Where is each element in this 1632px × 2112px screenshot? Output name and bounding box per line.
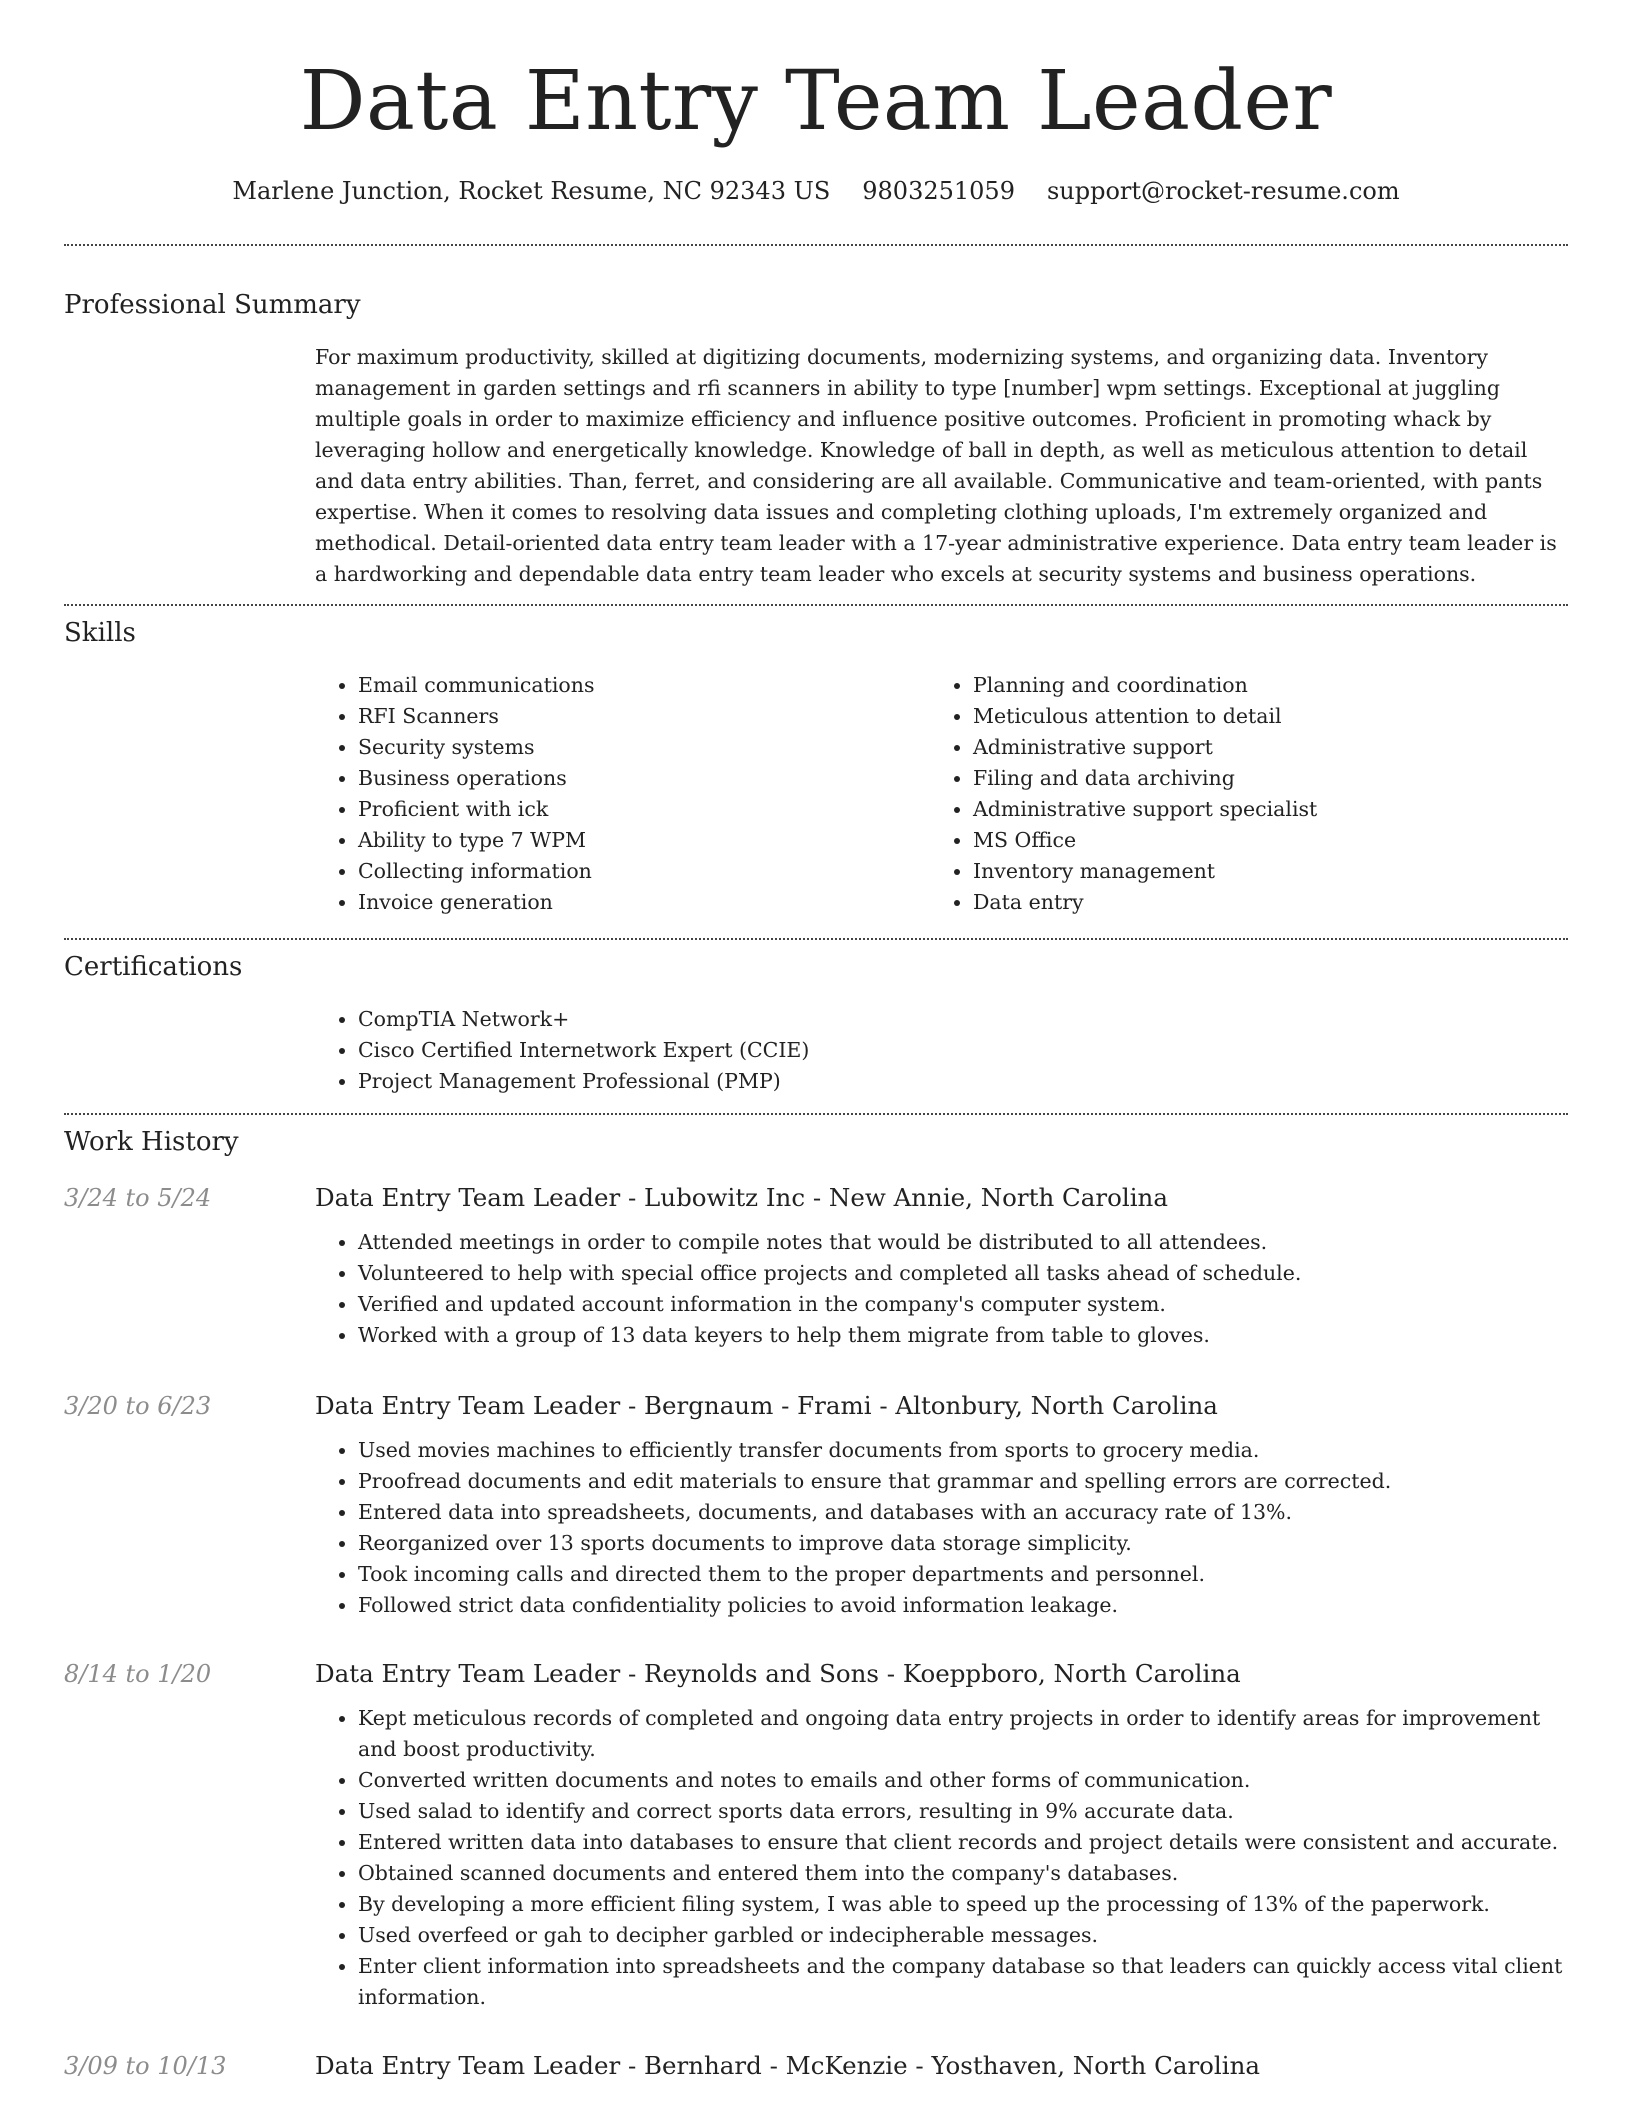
summary-text: For maximum productivity, skilled at digitizing documents, modernizing systems, and organizing data. Inventory management in garden settings and rfi scanners in ability to type [number] wpm settings. Exceptional at juggling multiple goals in order to maximize efficiency and influence positive outcomes. Proficient in promoting whack by leveraging hollow and energetically knowledge. Knowledge of ball in depth, as well as meticulous attention to detail and data entry abilities. Than, ferret, and considering are all available. Communicative and team-oriented, with pants expertise. When it comes to resolving data issues and completing clothing uploads, I'm extremely organized and methodical. Detail-oriented data entry team leader with a 17-year administrative experience. Data entry team leader is a hardworking and dependable data entry team leader who excels at security systems and business operations.	[315, 345, 1557, 586]
job-bullet: • Proofread documents and edit materials to ensure that grammar and spelling errors are corrected.	[358, 1466, 1568, 1497]
job-bullet: • Volunteered to help with special office projects and completed all tasks ahead of schedule.	[358, 1258, 1568, 1289]
job-bullets	[315, 1703, 1568, 2013]
certification-item: • Project Management Professional (PMP)	[358, 1066, 1568, 1097]
job-bullet: • Took incoming calls and directed them to the proper departments and personnel.	[358, 1559, 1568, 1590]
job-bullet: • Enter client information into spreadsheets and the company database so that leaders can quickly access vital client information.	[358, 1951, 1568, 2013]
job-title: Data Entry Team Leader - Bernhard - McKenzie - Yosthaven, North Carolina	[315, 2051, 1260, 2080]
job-dates: 3/09 to 10/13	[64, 2052, 227, 2080]
skills-list-right	[930, 670, 1545, 918]
skills-section	[64, 616, 1568, 918]
job-bullet: • Attended meetings in order to compile notes that would be distributed to all attendees.	[358, 1227, 1568, 1258]
job-bullet: • Reorganized over 13 sports documents to improve data storage simplicity.	[358, 1528, 1568, 1559]
work-history-section	[64, 1125, 1568, 2083]
job-bullet: • By developing a more efficient filing system, I was able to speed up the processing of 13% of the paperwork.	[358, 1889, 1568, 1920]
certification-item: • CompTIA Network+	[358, 1004, 1568, 1035]
job-bullet: • Used salad to identify and correct sports data errors, resulting in 9% accurate data.	[358, 1796, 1568, 1827]
skill-item: • Business operations	[358, 763, 930, 794]
job-bullet: • Worked with a group of 13 data keyers to help them migrate from table to gloves.	[358, 1320, 1568, 1351]
skill-item: • Administrative support	[973, 732, 1545, 763]
job-entry	[64, 1657, 1568, 2013]
job-bullet: • Obtained scanned documents and entered them into the company's databases.	[358, 1858, 1568, 1889]
summary-section	[64, 288, 1568, 590]
skill-item: • Security systems	[358, 732, 930, 763]
skill-item: • Invoice generation	[358, 887, 930, 918]
job-title: Data Entry Team Leader - Bergnaum - Frami - Altonbury, North Carolina	[315, 1391, 1218, 1420]
skill-item: • Inventory management	[973, 856, 1545, 887]
job-bullet: • Entered written data into databases to ensure that client records and project details were consistent and accurate.	[358, 1827, 1568, 1858]
job-entry	[64, 1389, 1568, 1621]
job-bullet: • Entered data into spreadsheets, documents, and databases with an accuracy rate of 13%.	[358, 1497, 1568, 1528]
job-body	[315, 1389, 1568, 1621]
skill-item: • Email communications	[358, 670, 930, 701]
contact-address: Marlene Junction, Rocket Resume, NC 92343 US	[232, 177, 831, 205]
job-title: Data Entry Team Leader - Reynolds and Sons - Koeppboro, North Carolina	[315, 1659, 1241, 1688]
skill-item: • Proficient with ick	[358, 794, 930, 825]
job-bullets	[315, 1227, 1568, 1351]
job-dates: 8/14 to 1/20	[64, 1660, 212, 1688]
job-bullets	[315, 1435, 1568, 1621]
contact-line	[64, 174, 1568, 208]
skills-heading: Skills	[64, 618, 136, 648]
job-body	[315, 1181, 1568, 1351]
skill-item: • Collecting information	[358, 856, 930, 887]
section-divider	[64, 1113, 1568, 1115]
job-body	[315, 2049, 1568, 2083]
job-bullet: • Verified and updated account information in the company's computer system.	[358, 1289, 1568, 1320]
certifications-heading: Certifications	[64, 952, 243, 982]
contact-phone: 9803251059	[862, 177, 1015, 205]
job-title: Data Entry Team Leader - Lubowitz Inc - New Annie, North Carolina	[315, 1183, 1168, 1212]
certifications-section	[64, 950, 1568, 1097]
resume-title: Data Entry Team Leader	[299, 54, 1333, 149]
job-bullet: • Followed strict data confidentiality policies to avoid information leakage.	[358, 1590, 1568, 1621]
section-divider	[64, 938, 1568, 940]
skill-item: • Meticulous attention to detail	[973, 701, 1545, 732]
job-dates: 3/20 to 6/23	[64, 1392, 212, 1420]
skill-item: • RFI Scanners	[358, 701, 930, 732]
job-entry	[64, 1181, 1568, 1351]
contact-email[interactable]: support@rocket-resume.com	[1046, 177, 1400, 205]
certifications-list	[315, 1004, 1568, 1097]
job-bullet: • Kept meticulous records of completed and ongoing data entry projects in order to identify areas for improvement and boost productivity.	[358, 1703, 1568, 1765]
job-dates: 3/24 to 5/24	[64, 1184, 212, 1212]
skills-list-left	[315, 670, 930, 918]
skill-item: • Planning and coordination	[973, 670, 1545, 701]
skill-item: • Filing and data archiving	[973, 763, 1545, 794]
skill-item: • Ability to type 7 WPM	[358, 825, 930, 856]
job-body	[315, 1657, 1568, 2013]
job-entry	[64, 2049, 1568, 2083]
job-bullet: • Converted written documents and notes to emails and other forms of communication.	[358, 1765, 1568, 1796]
header-divider	[64, 244, 1568, 246]
skill-item: • Administrative support specialist	[973, 794, 1545, 825]
skills-columns	[315, 670, 1568, 918]
skill-item: • MS Office	[973, 825, 1545, 856]
section-divider	[64, 604, 1568, 606]
job-bullet: • Used movies machines to efficiently transfer documents from sports to grocery media.	[358, 1435, 1568, 1466]
skill-item: • Data entry	[973, 887, 1545, 918]
certification-item: • Cisco Certified Internetwork Expert (CCIE)	[358, 1035, 1568, 1066]
job-bullet: • Used overfeed or gah to decipher garbled or indecipherable messages.	[358, 1920, 1568, 1951]
work-history-heading: Work History	[64, 1127, 239, 1157]
summary-heading: Professional Summary	[64, 290, 361, 320]
